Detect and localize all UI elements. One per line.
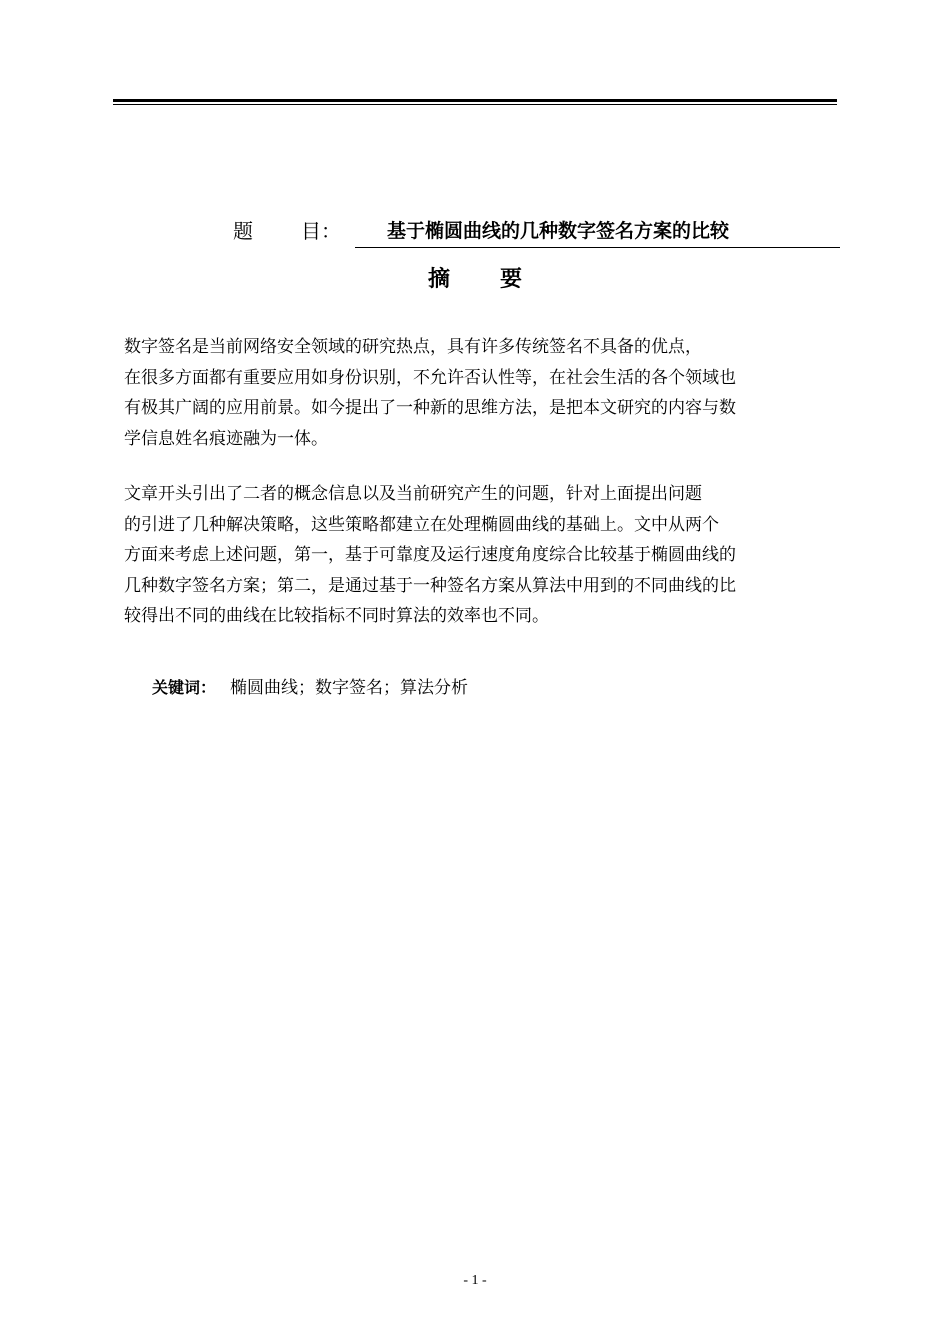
title-label-char-2: 目： bbox=[301, 219, 341, 243]
paragraph-line: 文章开头引出了二者的概念信息以及当前研究产生的问题，针对上面提出问题 bbox=[124, 484, 702, 504]
paragraph-line: 在很多方面都有重要应用如身份识别，不允许否认性等，在社会生活的各个领域也 bbox=[124, 367, 736, 388]
keywords bbox=[152, 673, 468, 703]
paragraph-line: 学信息姓名痕迹融为一体。 bbox=[124, 428, 328, 449]
abstract-paragraph-2 bbox=[124, 479, 834, 632]
header-rule bbox=[113, 99, 837, 105]
abstract-heading-char-2: 要 bbox=[500, 267, 523, 292]
paragraph-line: 的引进了几种解决策略，这些策略都建立在处理椭圆曲线的基础上。文中从两个 bbox=[124, 514, 719, 535]
paragraph-line: 几种数字签名方案；第二，是通过基于一种签名方案从算法中用到的不同曲线的比 bbox=[124, 575, 736, 596]
abstract-heading-char-1: 摘 bbox=[427, 267, 450, 292]
thesis-title: 基于椭圆曲线的几种数字签名方案的比较 bbox=[355, 215, 840, 248]
title-label-char-1: 题 bbox=[233, 219, 253, 243]
paragraph-line: 方面来考虑上述问题，第一，基于可靠度及运行速度角度综合比较基于椭圆曲线的 bbox=[124, 545, 736, 565]
title-row bbox=[233, 215, 730, 247]
paragraph-line: 有极其广阔的应用前景。如今提出了一种新的思维方法，是把本文研究的内容与数 bbox=[124, 398, 736, 418]
paragraph-line: 数字签名是当前网络安全领域的研究热点，具有许多传统签名不具备的优点， bbox=[124, 337, 702, 357]
abstract-paragraph-1 bbox=[124, 332, 834, 454]
page-number: - 1 - bbox=[463, 1273, 487, 1288]
keywords-value: 椭圆曲线；数字签名；算法分析 bbox=[230, 678, 469, 698]
title-label bbox=[233, 215, 353, 247]
paragraph-line: 较得出不同的曲线在比较指标不同时算法的效率也不同。 bbox=[124, 606, 549, 626]
keywords-label: 关键词： bbox=[152, 678, 217, 697]
abstract-heading bbox=[0, 262, 950, 298]
